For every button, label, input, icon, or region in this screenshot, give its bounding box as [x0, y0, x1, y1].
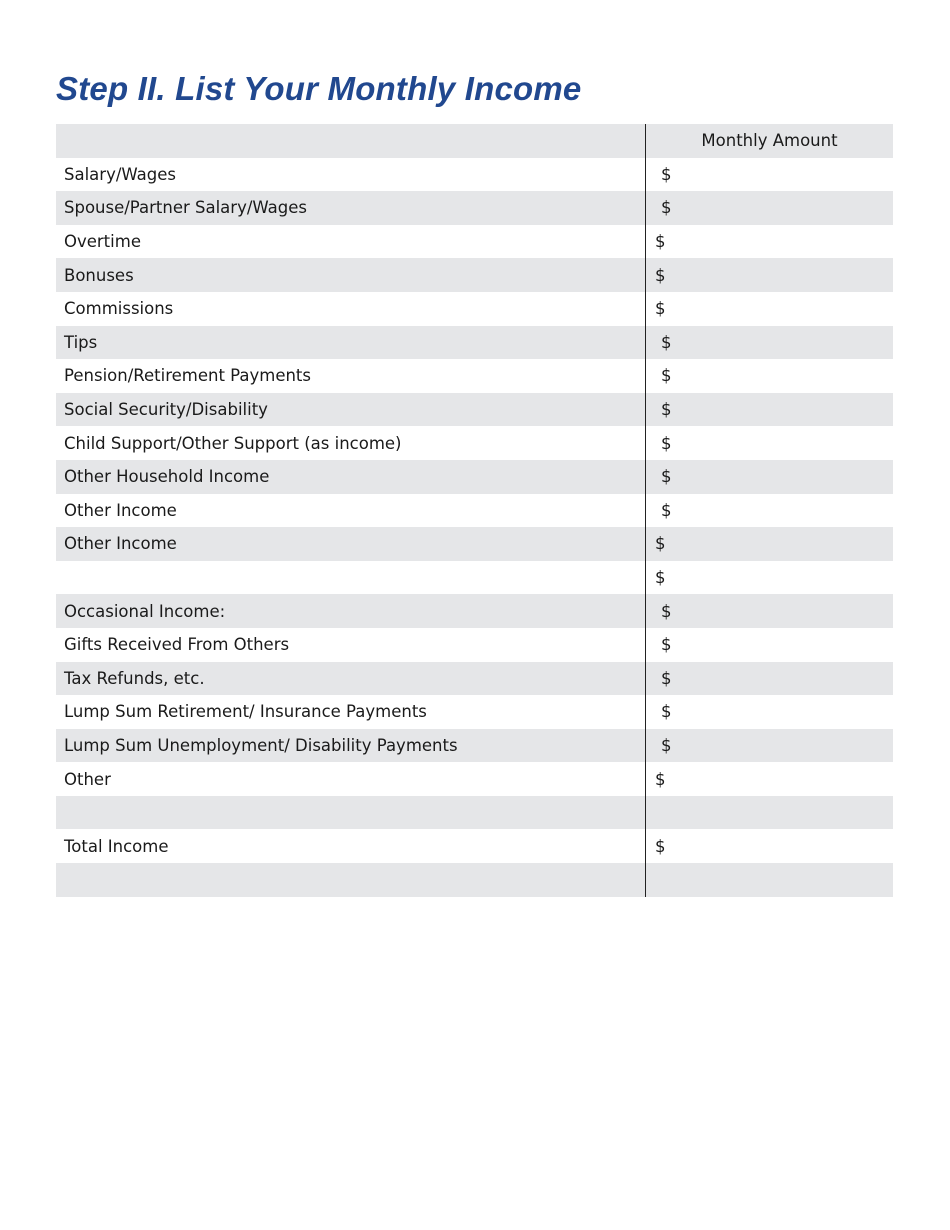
- monthly-amount-header: Monthly Amount: [645, 124, 893, 158]
- table-row: [56, 359, 893, 393]
- monthly-amount-field[interactable]: $: [645, 326, 893, 360]
- header-label-cell: [56, 124, 645, 158]
- table-row: [56, 426, 893, 460]
- monthly-amount-field[interactable]: $: [645, 662, 893, 696]
- income-source-label: Spouse/Partner Salary/Wages: [64, 198, 307, 218]
- income-source-label: Lump Sum Retirement/ Insurance Payments: [64, 702, 427, 722]
- income-source-label: Occasional Income:: [64, 601, 226, 621]
- monthly-income-table: [56, 124, 893, 897]
- income-source-label: Commissions: [64, 299, 174, 319]
- income-source-label: Total Income: [64, 836, 169, 856]
- income-source-label: Salary/Wages: [64, 164, 176, 184]
- table-row: [56, 796, 893, 830]
- table-row: [56, 393, 893, 427]
- monthly-amount-field[interactable]: $: [645, 729, 893, 763]
- table-row: [56, 829, 893, 863]
- income-source-label: Tax Refunds, etc.: [64, 668, 205, 688]
- monthly-amount-field[interactable]: $: [645, 460, 893, 494]
- income-source-label: Other: [64, 769, 111, 789]
- monthly-amount-field: [645, 796, 893, 830]
- income-source-label: Bonuses: [64, 265, 134, 285]
- income-source-label: Other Income: [64, 500, 177, 520]
- monthly-amount-field[interactable]: $: [645, 561, 893, 595]
- income-source-label: Overtime: [64, 232, 141, 252]
- table-row: [56, 628, 893, 662]
- table-row: [56, 292, 893, 326]
- income-source-label: [56, 796, 645, 830]
- monthly-amount-field[interactable]: $: [645, 695, 893, 729]
- table-row: [56, 225, 893, 259]
- monthly-amount-field[interactable]: $: [645, 393, 893, 427]
- monthly-amount-field[interactable]: $: [645, 494, 893, 528]
- table-row: [56, 762, 893, 796]
- table-row: [56, 460, 893, 494]
- income-source-label: Pension/Retirement Payments: [64, 366, 311, 386]
- income-source-label: Gifts Received From Others: [64, 635, 290, 655]
- income-source-label: [56, 561, 645, 595]
- monthly-amount-field[interactable]: $: [645, 158, 893, 192]
- table-row: [56, 863, 893, 897]
- income-source-label: [56, 863, 645, 897]
- income-source-label: Tips: [64, 332, 98, 352]
- table-row: [56, 729, 893, 763]
- income-source-label: Social Security/Disability: [64, 400, 268, 420]
- monthly-amount-field[interactable]: $: [645, 359, 893, 393]
- table-row: [56, 527, 893, 561]
- table-row: [56, 191, 893, 225]
- monthly-amount-field[interactable]: $: [645, 628, 893, 662]
- monthly-amount-field[interactable]: $: [645, 191, 893, 225]
- monthly-amount-field[interactable]: $: [645, 225, 893, 259]
- monthly-amount-field: [645, 863, 893, 897]
- table-header-row: [56, 124, 893, 158]
- page-title: Step II. List Your Monthly Income: [56, 70, 582, 107]
- table-row: [56, 158, 893, 192]
- table-row: [56, 494, 893, 528]
- income-source-label: Child Support/Other Support (as income): [64, 433, 402, 453]
- monthly-amount-field[interactable]: $: [645, 292, 893, 326]
- monthly-amount-field[interactable]: $: [645, 829, 893, 863]
- table-row: [56, 594, 893, 628]
- monthly-amount-field[interactable]: $: [645, 426, 893, 460]
- monthly-amount-field[interactable]: $: [645, 762, 893, 796]
- income-source-label: Lump Sum Unemployment/ Disability Payments: [64, 735, 458, 755]
- income-source-label: Other Household Income: [64, 467, 270, 487]
- table-row: [56, 326, 893, 360]
- table-row: [56, 258, 893, 292]
- monthly-amount-field[interactable]: $: [645, 527, 893, 561]
- table-row: [56, 695, 893, 729]
- table-row: [56, 662, 893, 696]
- income-source-label: Other Income: [64, 534, 177, 554]
- table-row: [56, 561, 893, 595]
- monthly-amount-field[interactable]: $: [645, 594, 893, 628]
- monthly-amount-field[interactable]: $: [645, 258, 893, 292]
